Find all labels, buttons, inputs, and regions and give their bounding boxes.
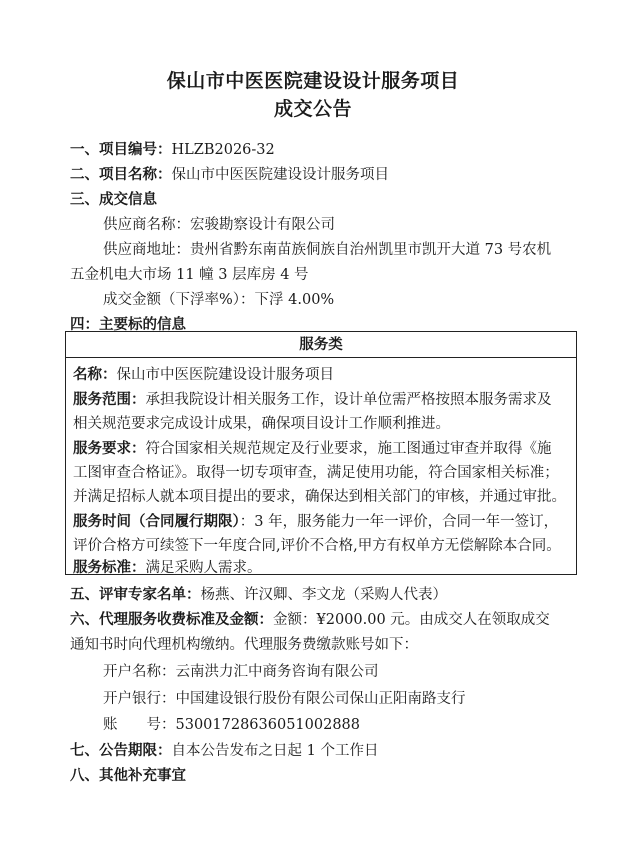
account-bank: 开户银行：中国建设银行股份有限公司保山正阳南路支行 bbox=[103, 691, 466, 707]
service-name-row bbox=[73, 363, 334, 384]
field-value: 满足采购人需求。 bbox=[145, 560, 262, 576]
service-requirement-row bbox=[73, 437, 552, 458]
service-info-table bbox=[65, 331, 577, 575]
service-scope-row bbox=[73, 388, 552, 409]
experts-value: 杨燕、许汉卿、李文龙（采购人代表） bbox=[200, 587, 447, 603]
supplier-name: 供应商名称：宏骏勘察设计有限公司 bbox=[103, 217, 335, 233]
section-announcement-period bbox=[70, 739, 378, 760]
agency-fee-line2: 通知书时向代理机构缴纳。代理服务费缴款账号如下： bbox=[70, 637, 418, 653]
section-label: 六、代理服务收费标准及金额： bbox=[70, 611, 273, 628]
section-project-number bbox=[70, 138, 275, 159]
section-experts bbox=[70, 583, 447, 604]
field-label: 服务要求： bbox=[73, 440, 146, 457]
service-time-row bbox=[73, 510, 558, 531]
account-number-label: 账 号： bbox=[103, 717, 176, 733]
section-label: 一、项目编号： bbox=[70, 141, 172, 158]
field-value: ：3 年，服务能力一年一评价，合同一年一签订， bbox=[239, 514, 559, 530]
service-scope-line2: 相关规范要求完成设计成果，确保项目设计工作顺利推进。 bbox=[73, 416, 450, 432]
section-label: 二、项目名称： bbox=[70, 166, 172, 183]
section-label: 七、公告期限： bbox=[70, 742, 172, 759]
field-label: 名称： bbox=[73, 366, 117, 383]
section-other-matters: 八、其他补充事宜 bbox=[70, 767, 186, 784]
agency-fee-value: 金额：¥2000.00 元。由成交人在领取成交 bbox=[273, 612, 550, 628]
field-label: 服务范围： bbox=[73, 391, 146, 408]
field-value: 保山市中医医院建设设计服务项目 bbox=[116, 367, 334, 383]
table-header: 服务类 bbox=[66, 332, 576, 358]
section-project-name bbox=[70, 163, 389, 184]
document-subtitle: 成交公告 bbox=[273, 98, 352, 120]
field-value: 符合国家相关规范规定及行业要求，施工图通过审查并取得《施 bbox=[145, 441, 552, 457]
project-name-value: 保山市中医医院建设设计服务项目 bbox=[171, 167, 389, 183]
field-label: 服务标准： bbox=[73, 559, 146, 576]
announcement-period-value: 自本公告发布之日起 1 个工作日 bbox=[171, 743, 379, 759]
supplier-address-line2: 五金机电大市场 11 幢 3 层库房 4 号 bbox=[70, 267, 309, 283]
service-time-line2: 评价合格方可续签下一年度合同,评价不合格,甲方有权单方无偿解除本合同。 bbox=[73, 538, 561, 554]
section-deal-info-heading: 三、成交信息 bbox=[70, 191, 157, 208]
deal-amount: 成交金额（下浮率%）：下浮 4.00% bbox=[103, 292, 335, 308]
account-number: 53001728636051002888 bbox=[175, 717, 361, 733]
section-agency-fee bbox=[70, 608, 550, 629]
document-title: 保山市中医医院建设设计服务项目 bbox=[166, 70, 460, 92]
service-requirement-line3: 并满足招标人就本项目提出的要求，确保达到相关部门的审核，并通过审批。 bbox=[73, 489, 566, 505]
service-standard-row bbox=[73, 556, 262, 577]
project-number-value: HLZB2026-32 bbox=[171, 142, 275, 158]
service-requirement-line2: 工图审查合格证》。取得一切专项审查，满足使用功能，符合国家相关标准； bbox=[73, 465, 559, 481]
field-label: 服务时间（合同履行期限） bbox=[73, 513, 240, 530]
section-label: 五、评审专家名单： bbox=[70, 586, 201, 603]
account-name: 开户名称：云南洪力汇中商务咨询有限公司 bbox=[103, 664, 379, 680]
account-number-row bbox=[103, 713, 360, 734]
section-main-subject-heading: 四：主要标的信息 bbox=[70, 316, 186, 333]
supplier-address-line1: 供应商地址：贵州省黔东南苗族侗族自治州凯里市凯开大道 73 号农机 bbox=[103, 242, 552, 258]
field-value: 承担我院设计相关服务工作，设计单位需严格按照本服务需求及 bbox=[145, 392, 552, 408]
